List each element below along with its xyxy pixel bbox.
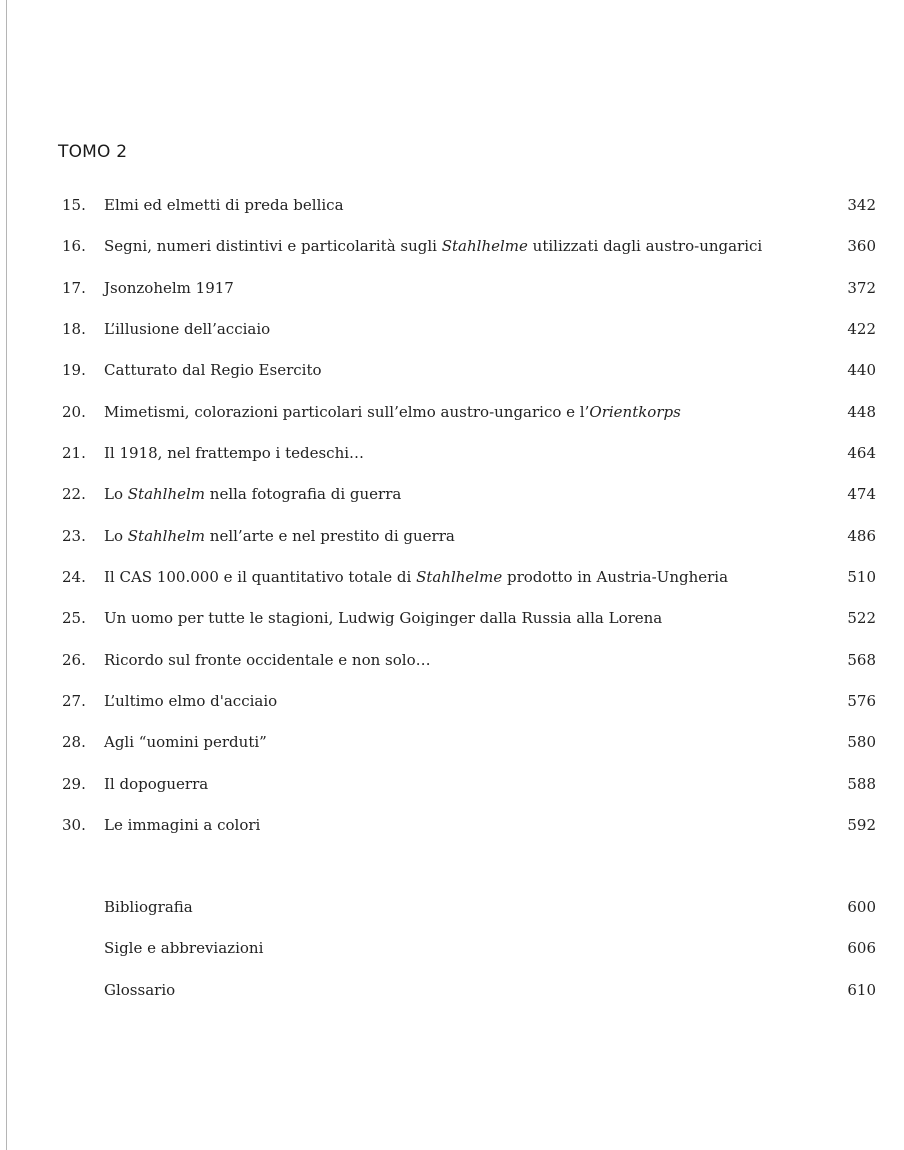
title-segment: Il 1918, nel frattempo i tedeschi… [104,443,365,462]
appendix-title: Bibliografia [104,898,193,916]
title-segment: Il CAS 100.000 e il quantitativo totale di [104,567,417,586]
title-italic-segment: Stahlhelme [416,567,503,586]
chapter-title [104,524,455,548]
page-number: 422 [847,319,876,338]
title-segment: Un uomo per tutte le stagioni, Ludwig Goiginger dalla Russia alla Lorena [104,609,663,628]
toc-entry [0,234,904,258]
chapter-title [104,193,344,217]
page-number: 588 [847,774,876,793]
appendix-entry [0,978,904,1002]
page-number: 360 [847,237,876,256]
chapter-number: 15. [62,196,86,214]
chapter-number: 23. [62,526,86,545]
page-number: 592 [847,815,876,834]
title-segment: Lo [104,526,128,545]
page-number: 610 [847,980,876,999]
title-segment: Catturato dal Regio Esercito [104,361,322,380]
chapter-number: 26. [62,650,86,669]
chapter-title [104,730,267,754]
toc-entry [0,358,904,382]
chapter-title [104,234,762,258]
chapter-number: 29. [62,774,86,793]
page-number: 474 [847,485,876,504]
toc-entry [0,813,904,837]
toc-entry [0,606,904,630]
page-number: 510 [847,567,876,586]
page-number: 576 [847,691,876,710]
page-number: 372 [847,278,876,297]
chapter-title [104,317,270,341]
chapter-number: 20. [62,402,86,421]
chapter-number: 19. [62,361,86,380]
toc-entry [0,400,904,424]
page-number: 464 [847,443,876,462]
chapter-title [104,276,234,300]
toc-entry [0,689,904,713]
page-number: 448 [847,402,876,421]
title-segment: Lo [104,485,128,504]
chapter-title [104,606,662,630]
page-number: 486 [847,526,876,545]
title-italic-segment: Stahlhelm [127,526,206,545]
chapter-title [104,400,681,424]
title-segment: nella fotografia di guerra [205,485,402,504]
toc-entry [0,565,904,589]
title-segment: Ricordo sul fronte occidentale e non solo… [104,650,431,669]
toc-entry [0,317,904,341]
toc-entry [0,276,904,300]
title-segment: Agli “uomini perduti” [104,733,267,752]
page-number: 522 [847,609,876,628]
title-segment: Mimetismi, colorazioni particolari sull’elmo austro-ungarico e l’ [104,402,590,421]
page-number: 342 [847,196,876,214]
appendix-title: Sigle e abbreviazioni [104,939,264,958]
chapter-title [104,813,260,837]
title-segment: L’ultimo elmo d'acciaio [104,691,278,710]
title-italic-segment: Stahlhelm [127,485,206,504]
volume-title: TOMO 2 [58,142,128,162]
title-segment: utilizzati dagli austro-ungarici [527,237,763,256]
chapter-title [104,689,277,713]
title-italic-segment: Orientkorps [589,402,681,421]
appendix-entry [0,895,904,919]
page-number: 580 [847,733,876,752]
title-segment: Elmi ed elmetti di preda bellica [104,196,344,214]
chapter-title [104,772,208,796]
page-number: 568 [847,650,876,669]
toc-entry [0,648,904,672]
appendix-title: Glossario [104,980,176,999]
chapter-title [104,648,431,672]
chapter-number: 28. [62,733,86,752]
toc-entry [0,730,904,754]
chapter-number: 25. [62,609,86,628]
title-segment: nell’arte e nel prestito di guerra [205,526,455,545]
appendix-entry [0,936,904,960]
chapter-number: 27. [62,691,86,710]
title-segment: Il dopoguerra [104,774,209,793]
chapter-number: 21. [62,443,86,462]
title-segment: Jsonzohelm 1917 [104,278,234,297]
toc-entry [0,441,904,465]
title-segment: prodotto in Austria-Ungheria [502,567,729,586]
chapter-title [104,441,364,465]
chapter-title [104,565,728,589]
chapter-title [104,358,322,382]
chapter-title [104,482,401,506]
chapter-number: 18. [62,319,86,338]
chapter-number: 22. [62,485,86,504]
title-segment: Le immagini a colori [104,815,261,834]
toc-entry [0,193,904,217]
toc-entry [0,524,904,548]
toc-entry [0,482,904,506]
title-segment: L’illusione dell’acciaio [104,319,271,338]
chapter-number: 24. [62,567,86,586]
chapter-number: 16. [62,237,86,256]
chapter-number: 30. [62,815,86,834]
page-number: 606 [847,939,876,958]
page-number: 600 [847,898,876,916]
page-number: 440 [847,361,876,380]
title-italic-segment: Stahlhelme [441,237,528,256]
title-segment: Segni, numeri distintivi e particolarità sugli [104,237,442,256]
chapter-number: 17. [62,278,86,297]
toc-entry [0,772,904,796]
